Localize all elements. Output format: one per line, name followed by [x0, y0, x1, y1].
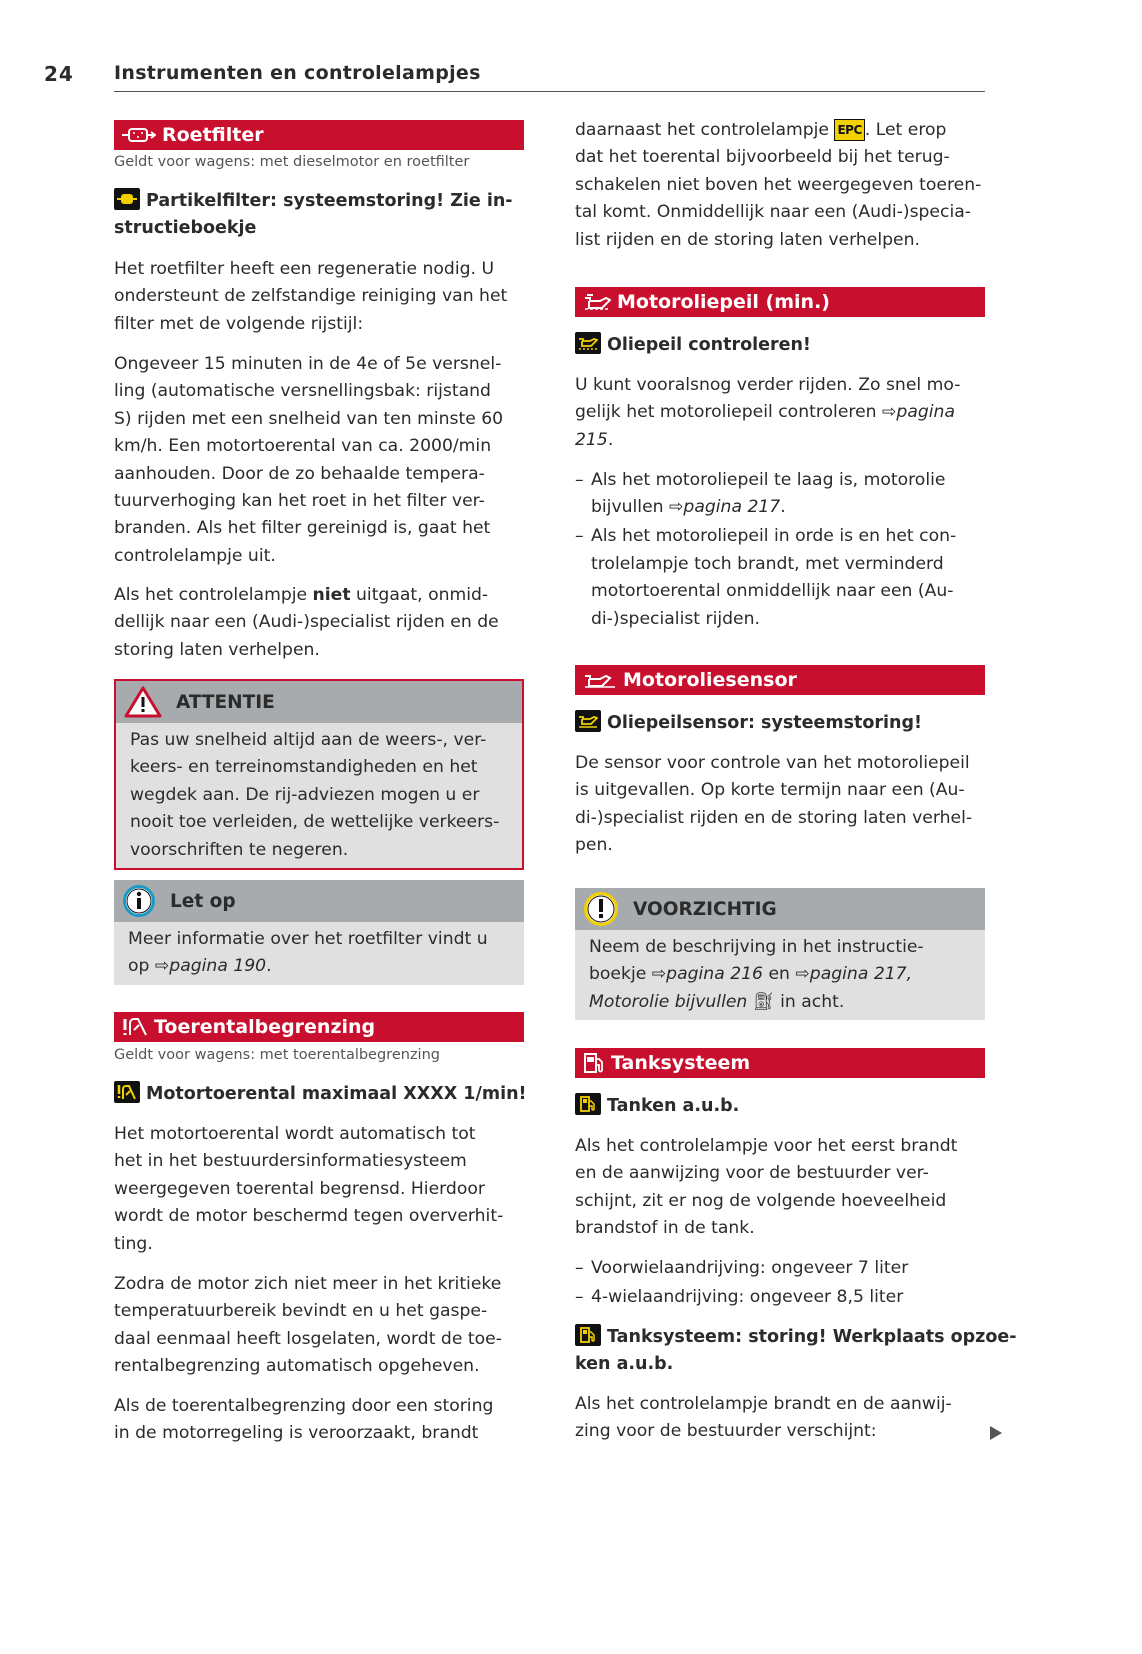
paragraph: [114, 1393, 524, 1448]
text-run: Zodra de motor zich niet meer in het kritieke temperatuurbereik bevindt en u het gaspe- daal eenmaal heeft losgelaten, wordt de toe- rentalbegrenzing automatisch opgeheven.: [114, 1274, 502, 1377]
page-reference: pagina 215: [575, 402, 955, 450]
list-item: [575, 1255, 985, 1282]
section-title: Tanksysteem: [611, 1052, 751, 1074]
paragraph: [114, 582, 524, 664]
warning-heading-text: Motortoerental maximaal XXXX 1/min!: [146, 1084, 527, 1104]
text-run: Neem de beschrijving in het instructie- boekje ⇨: [589, 937, 924, 985]
text-run: Als het controlelampje brandt en de aanwij- zing voor de bestuurder verschijnt:: [575, 1394, 952, 1442]
voorzichtig-box: [575, 888, 985, 1020]
text-run: Ongeveer 15 minuten in de 4e of 5e versnel- ling (automatische versnellingsbak: rijstand S) rijden met een snelheid van ten minste 60 km/h. Een motortoerental van ca. 2000/min aanhouden. Door de zo behaalde tempera- tuurverhoging kan het roet in het filter ver- branden. Als het filter gereinigd is, gaat het controlelampje uit.: [114, 354, 504, 566]
text-run: Pas uw snelheid altijd aan de weers-, ver- keers- en terreinomstandigheden en het wegdek aan. De rij-adviezen mogen u er nooit toe verleiden, de wettelijke verkeers- voorschriften te negeren.: [130, 730, 500, 860]
text-run: Het roetfilter heeft een regeneratie nodig. U ondersteunt de zelfstandige reiniging van het filter met de volgende rijstijl:: [114, 259, 508, 334]
oil-can-icon: [583, 294, 611, 310]
fuel-amount-list: [575, 1255, 985, 1313]
list-item-text: [591, 1287, 903, 1307]
warning-heading-text: Tanken a.u.b.: [607, 1096, 740, 1116]
letop-title: Let op: [170, 890, 236, 912]
text-run: dat het toerental bijvoorbeeld bij het terug- schakelen niet boven het weergegeven toeren- tal komt. Onmiddellijk naar een (Audi-)specia- list rijden en de storing laten verhelpen.: [575, 147, 982, 250]
text-run: Als de toerentalbegrenzing door een storing in de motorregeling is veroorzaakt, brandt: [114, 1396, 494, 1444]
text-run: Als het motoroliepeil in orde is en het con- trolelampje toch brandt, met verminderd motortoerental onmiddellijk naar een (Au- di-)specialist rijden.: [591, 526, 957, 629]
warning-heading: [114, 1081, 527, 1108]
epc-lamp-icon: EPC: [834, 119, 864, 141]
text-run: 4-wielaandrijving: ongeveer 8,5 liter: [591, 1286, 904, 1307]
particulate-filter-icon: [122, 127, 156, 143]
voorzichtig-body: [575, 930, 985, 1020]
oil-level-lamp-icon: [575, 332, 601, 354]
emphasis: niet: [312, 585, 351, 605]
text-run: Voorwielaandrijving: ongeveer 7 liter: [591, 1258, 909, 1278]
text-run: Als het controlelampje: [114, 585, 313, 605]
text-run: .: [266, 956, 272, 977]
rpm-limit-icon: [122, 1017, 148, 1037]
list-dash: –: [575, 526, 584, 547]
list-item-text: [591, 470, 945, 517]
list-item: [575, 1284, 985, 1311]
attentie-box: [114, 679, 524, 870]
section-title: Roetfilter: [162, 124, 264, 146]
list-dash: –: [575, 1286, 584, 1307]
fuel-lamp-icon: [575, 1093, 601, 1115]
letop-body: [114, 922, 524, 985]
section-title: Motoroliesensor: [623, 669, 797, 691]
attentie-body: [116, 723, 522, 868]
warning-heading-text: Partikelfilter: systeemstoring! Zie in- structieboekje: [114, 191, 513, 239]
section-title: Toerentalbegrenzing: [154, 1016, 376, 1038]
text-run: De sensor voor controle van het motoroliepeil is uitgevallen. Op korte termijn naar een (Au- di-)specialist rijden en de storing laten verhel- pen.: [575, 753, 973, 856]
text-run: en ⇨: [763, 964, 810, 985]
warning-heading-text: Tanksysteem: storing! Werkplaats opzoe- ken a.u.b.: [575, 1327, 1017, 1375]
section-bar-toerental: [114, 1012, 524, 1042]
text-run: .: [607, 429, 614, 450]
section-bar-oliemin: [575, 287, 985, 317]
info-icon: [122, 884, 156, 918]
text-run: U kunt vooralsnog verder rijden. Zo snel mo- gelijk het motoroliepeil controleren ⇨: [575, 375, 961, 423]
text-run: daarnaast het controlelampje: [575, 120, 835, 140]
fuel-system-lamp-icon: [575, 1324, 601, 1346]
page-reference: pagina 190: [169, 956, 267, 977]
paragraph: [114, 1121, 524, 1258]
applies-to: Geldt voor wagens: met dieselmotor en roetfilter: [114, 154, 470, 170]
paragraph: [575, 1391, 985, 1446]
page-reference: pagina 217, Motorolie bijvullen: [589, 964, 913, 1012]
list-item-text: [591, 526, 956, 628]
paragraph: [575, 372, 985, 454]
list-item: [575, 467, 985, 522]
fuel-pump-icon: [583, 1053, 605, 1073]
text-run: .: [780, 497, 786, 518]
paragraph: [114, 256, 524, 338]
text-run: Als het controlelampje voor het eerst brandt en de aanwijzing voor de bestuurder ver- schijnt, zit er nog de volgende hoeveelheid brandstof in de tank.: [575, 1136, 958, 1239]
text-run: uitgaat, onmid- dellijk naar een (Audi-)specialist rijden en de storing laten verhelpen.: [114, 585, 499, 660]
warning-heading: [114, 188, 524, 243]
oil-sensor-lamp-icon: [575, 710, 601, 732]
attentie-title: ATTENTIE: [176, 691, 275, 713]
list-dash: –: [575, 470, 584, 490]
particulate-filter-lamp-icon: [114, 188, 140, 210]
paragraph: [575, 750, 985, 860]
header-divider: [114, 91, 985, 92]
page-reference: pagina 216: [666, 964, 763, 985]
warning-heading: [575, 332, 985, 359]
paragraph-continued: [575, 117, 985, 254]
continue-arrow-icon: [990, 1426, 1002, 1440]
rpm-limit-lamp-icon: [114, 1081, 140, 1103]
list-item-text: [591, 1258, 908, 1278]
letop-header: [114, 880, 524, 922]
oil-action-list: [575, 467, 985, 634]
letop-box: [114, 880, 524, 985]
warning-heading-text: Oliepeil controleren!: [607, 335, 811, 355]
list-dash: –: [575, 1258, 584, 1278]
text-run: ⛽︎ in acht.: [747, 991, 845, 1012]
section-bar-tank: [575, 1048, 985, 1078]
oil-sensor-icon: [583, 672, 617, 688]
section-bar-roetfilter: [114, 120, 524, 150]
text-run: Als het motoroliepeil te laag is, motorolie bijvullen ⇨: [591, 470, 946, 518]
applies-to: Geldt voor wagens: met toerentalbegrenzing: [114, 1047, 440, 1063]
warning-heading: [575, 1324, 1017, 1379]
section-title: Motoroliepeil (min.): [617, 291, 830, 313]
page-number: 24: [44, 62, 74, 86]
text-run: Meer informatie over het roetfilter vindt u op ⇨: [128, 929, 488, 977]
list-item: [575, 523, 985, 633]
caution-icon: [583, 891, 619, 927]
paragraph: [575, 1133, 985, 1243]
warning-triangle-icon: [124, 686, 162, 718]
paragraph: [114, 1271, 524, 1381]
page-reference: pagina 217: [683, 497, 781, 518]
section-bar-oliesensor: [575, 665, 985, 695]
warning-heading-text: Oliepeilsensor: systeemstoring!: [607, 713, 923, 733]
voorzichtig-header: [575, 888, 985, 930]
paragraph: [114, 351, 524, 570]
text-run: . Let erop: [864, 120, 947, 140]
text-run: Het motortoerental wordt automatisch tot het in het bestuurdersinformatiesysteem weergegeven toerental begrensd. Hierdoor wordt de motor beschermd tegen oververhit- ting.: [114, 1124, 504, 1254]
warning-heading: [575, 710, 985, 737]
warning-heading: [575, 1093, 985, 1120]
page-title: Instrumenten en controlelampjes: [114, 62, 481, 84]
voorzichtig-title: VOORZICHTIG: [633, 898, 777, 920]
attentie-header: [116, 681, 522, 723]
